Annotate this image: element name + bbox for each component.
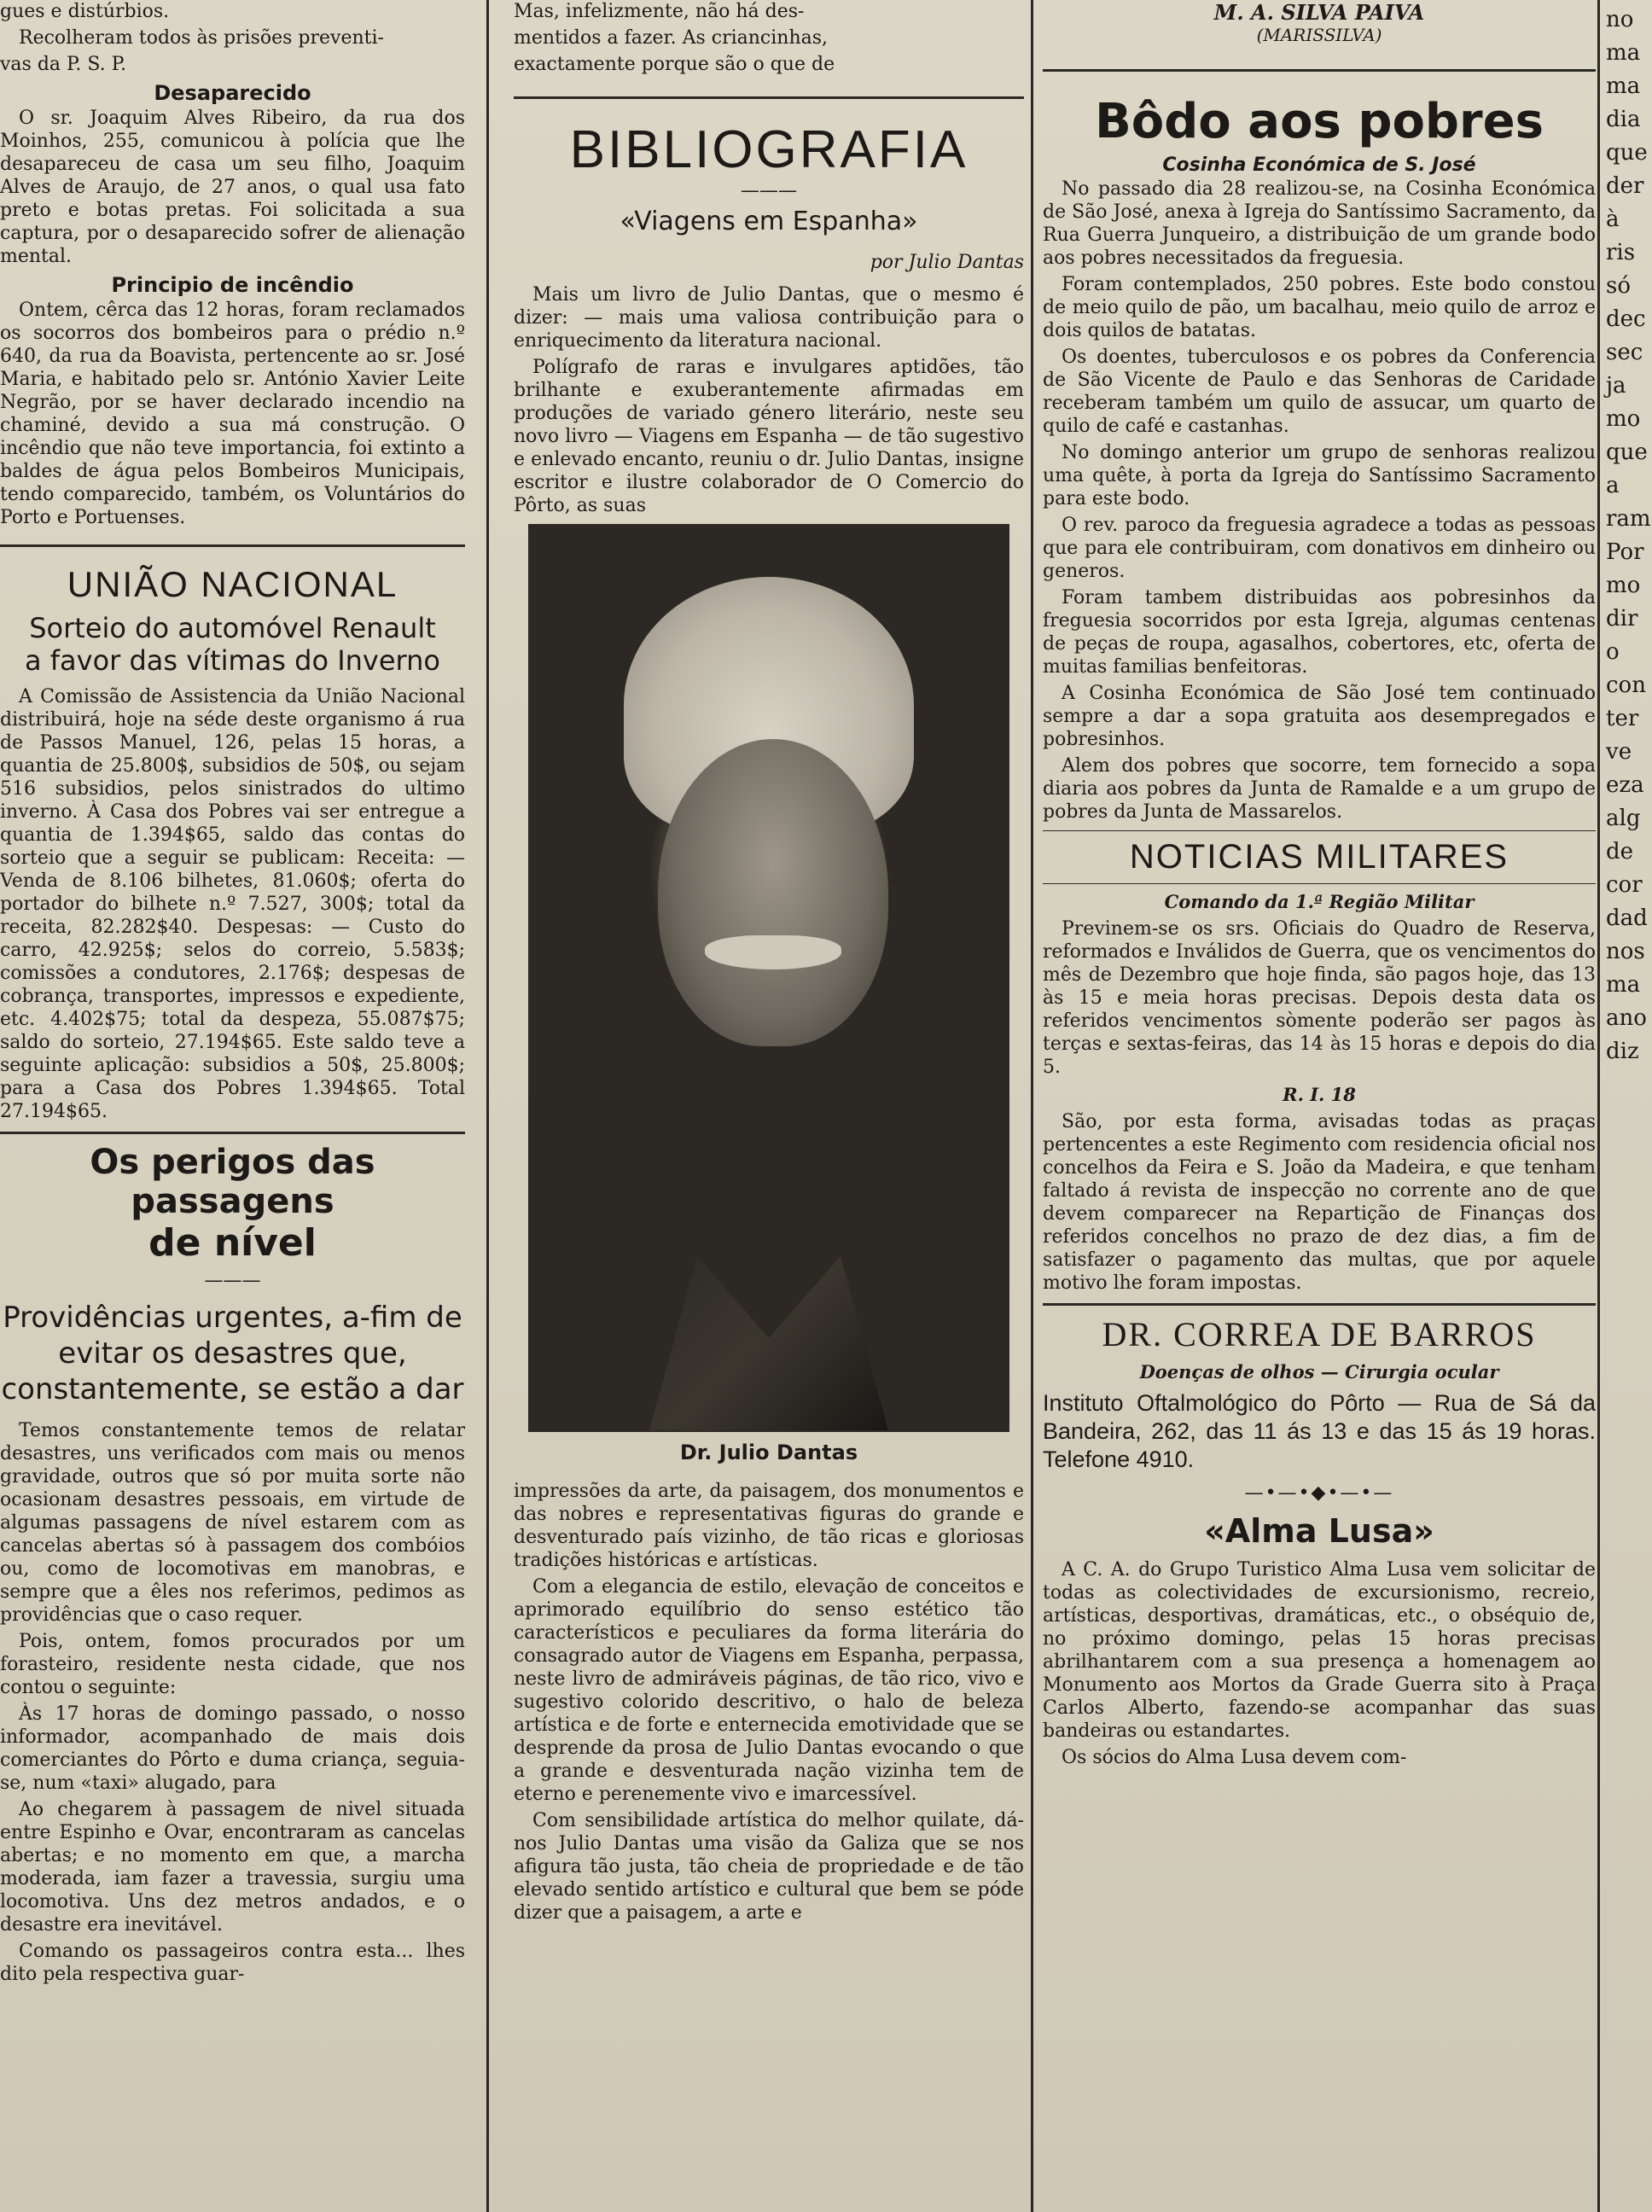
bibliografia-para-3: impressões da arte, da paisagem, dos monumentos e das nobres e representativas figuras do grande e desventurado país vizinho, de tão ricas e gloriosas tradições históricas e artísticas. [514,1481,1024,1571]
alma-lusa-para-1: A C. A. do Grupo Turistico Alma Lusa vem solicitar de todas as colectividades de excursionismo, recreio, artísticas, desportivas, dramáticas, etc., o obséquio de, no próximo domingo, pelas 15 horas precisas abrilhantarem com a sua presença a homenagem ao Monumento aos Mortos da Grade Guerra sito à Praça Carlos Alberto, fazendo-se acompanhar das suas bandeiras ou estandartes. [1043,1559,1596,1742]
perigos-text-1: Temos constantemente temos de relatar desastres, uns verificados com mais ou menos gravidade, outros que só por muita sorte não ocasionam desastres pessoais, em virtude de algumas passagens de nível estarem com as cancelas abertas só à passagem dos combóios ou, como de locomotivas em manobras, e sempre que a êles nos referimos, pedimos as providências que o caso requer. [0,1420,465,1626]
bibliografia-para-1: Mais um livro de Julio Dantas, que o mesmo é dizer: — mais uma valiosa contribuição para o enriquecimento da literatura nacional. [514,284,1024,352]
cropped-fragment: ano [1606,1005,1647,1031]
column-cropped-edge [1601,0,1652,2212]
divider [514,96,1024,99]
column-rule [1031,0,1033,2212]
militares-subheading-1: Comando da 1.ª Região Militar [1164,891,1475,912]
bodo-subheading: Cosinha Económica de S. José [1162,154,1476,176]
divider [1043,830,1596,831]
militares-para-1: Previnem-se os srs. Oficiais do Quadro de Reserva, reformados e Inválidos de Guerra, que os vencimentos do mês de Dezembro que hoje finda, são pagos hoje, das 13 às 15 e meia horas precisas. Depois desta data os referidos vencimentos sòmente poderão ser pagos às terças e sextas-feiras, das 14 às 15 horas e depois do dia 5. [1043,918,1596,1078]
bodo-para-8: Alem dos pobres que socorre, tem fornecido a sopa diaria aos pobres da Junta de Ramalde e a um grupo de pobres da Junta de Massarelos. [1043,755,1596,823]
author-portrait-image [528,524,1009,1432]
bodo-para-4: No domingo anterior um grupo de senhoras realizou uma quête, à porta da Igreja do Santíssimo Sacramento para este bodo. [1043,442,1596,509]
cropped-fragment: alg [1606,806,1641,831]
byline-name: M. A. SILVA PAIVA [1213,0,1425,25]
bodo-para-1: No passado dia 28 realizou-se, na Cosinha Económica de São José, anexa à Igreja do Santíssimo Sacramento, da Rua Guerra Junqueiro, a distribuição de um grande bodo aos pobres necessitados da freguesia. [1043,178,1596,269]
bibliografia-para-5: Com sensibilidade artística do melhor quilate, dá-nos Julio Dantas uma visão da Galiza que se nos afigura tão justa, tão cheia de propriedade e de tão elevado sentido artístico e cultural que bem se póde dizer que a paisagem, a arte e [514,1810,1024,1924]
cropped-fragment: der [1606,173,1644,199]
bodo-para-3: Os doentes, tuberculosos e os pobres da Conferencia de São Vicente de Paulo e das Senhoras de Caridade receberam também um quilo de assucar, um quarto de quilo de café e castanhas. [1043,346,1596,437]
cropped-fragment: de [1606,839,1634,864]
cropped-fragment: só [1606,273,1631,299]
militares-heading: NOTICIAS MILITARES [1129,838,1509,876]
column-rule [1597,0,1600,2212]
bodo-para-2: Foram contemplados, 250 pobres. Este bodo constou de meio quilo de pão, um bacalhau, meio quilo de arroz e dois quilos de batatas. [1043,274,1596,341]
incendio-heading: Principio de incêndio [111,273,354,297]
perigos-ornament: ——— [204,1270,261,1291]
column-left [0,0,474,2212]
top-fragment-1: Mas, infelizmente, não há des- [514,1,805,22]
top-fragment-2: mentidos a fazer. As criancinhas, [514,27,829,49]
cropped-fragment: ma [1606,40,1641,66]
cropped-fragment: ris [1606,240,1636,265]
column-right [1043,0,1596,2212]
heading-ornament: ——— [741,180,797,201]
alma-lusa-para-2: Os sócios do Alma Lusa devem com- [1062,1747,1407,1768]
cropped-fragment: ma [1606,73,1641,99]
top-fragment-2: Recolheram todos às prisões preventi- [19,27,384,49]
uniao-text: A Comissão de Assistencia da União Nacional distribuirá, hoje na séde deste organismo á rua de Passos Manuel, 126, pelas 15 horas, a quantia de 25.800$, subsidios de 50$, ou sejam 516 subsidios, pelos sinistrados do ultimo inverno. À Casa dos Pobres vai ser entregue a quantia de 1.394$65, saldo das contas do sorteio que a seguir se publicam: Receita: — Venda de 8.106 bilhetes, 81.060$; oferta do portador do bilhete n.º 7.527, 300$; total da receita, 82.282$40. Despesas: — Custo do carro, 42.925$; selos do correio, 5.583$; comissões a condutores, 2.176$; despesas de cobrança, transportes, impressos e expediente, etc. 4.402$75; total da despeza, 55.087$75; saldo do sorteio, 27.194$65. Este saldo teve a seguinte aplicação: subsidios a 50$, 25.800$; para a Casa dos Pobres 1.394$65. Total 27.194$65. [0,686,465,1122]
book-title: «Viagens em Espanha» [620,207,918,236]
perigos-text-4: Ao chegarem à passagem de nivel situada entre Espinho e Ovar, encontraram as cancelas abertas; e no momento em que, a marcha moderada, iam fazer a travessia, surgiu uma locomotiva. Uns dez metros andados, e o desastre era inevitável. [0,1799,465,1936]
perigos-text-2: Pois, ontem, fomos procurados por um forasteiro, residente nesta cidade, que nos contou o seguinte: [0,1631,465,1698]
bodo-para-7: A Cosinha Económica de São José tem continuado sempre a dar a sopa gratuita aos desempregados e pobresinhos. [1043,683,1596,750]
column-rule [486,0,489,2212]
top-fragment-1: gues e distúrbios. [0,1,170,22]
portrait-mustache [705,935,841,969]
bodo-heading: Bôdo aos pobres [1095,94,1544,149]
divider [0,1132,465,1134]
cropped-fragment: con [1606,672,1646,698]
bodo-para-5: O rev. paroco da freguesia agradece a todas as pessoas que para ele contribuiram, com donativos em dinheiro ou generos. [1043,515,1596,582]
top-fragment-3: vas da P. S. P. [0,54,126,75]
uniao-subheading-1: Sorteio do automóvel Renault [29,612,436,644]
cropped-fragment: Por [1606,539,1644,565]
uniao-subheading-2: a favor das vítimas do Inverno [24,644,440,677]
portrait-coat [649,1225,888,1430]
top-fragment-3: exactamente porque são o que de [514,54,835,75]
cropped-fragment: sec [1606,340,1643,365]
column-center [514,0,1024,2212]
photo-caption: Dr. Julio Dantas [679,1441,858,1464]
perigos-subheading: Providências urgentes, a-fim de evitar os desastres que, constantemente, se estão a dar [1,1301,464,1406]
cropped-fragment: ram [1606,506,1651,532]
alma-lusa-heading: «Alma Lusa» [1204,1512,1434,1550]
cropped-fragment: mo [1606,406,1641,432]
bibliografia-para-4: Com a elegancia de estilo, elevação de conceitos e aprimorado equilíbrio do senso estético tão característicos e peculiares da forma literária do consagrado autor de Viagens em Espanha, perpassa, neste livro de admiráveis páginas, de tão rico, vivo e sugestivo colorido descritivo, o halo de beleza artística e de forte e enternecida emotividade que se desprende da prosa de Julio Dantas evocando o que a grande e desventurada nação vizinha tem de eterno e perenemente vivo e imarcessível. [514,1576,1024,1805]
divider-ornament: —•—•◆•—•— [1244,1482,1394,1504]
cropped-fragment: no [1606,7,1634,32]
militares-subheading-2: R. I. 18 [1283,1084,1356,1105]
cropped-fragment: ve [1606,739,1632,765]
cropped-fragment: eza [1606,772,1644,798]
uniao-heading: UNIÃO NACIONAL [67,564,398,604]
byline-pen-name: (MARISSILVA) [1256,25,1382,45]
incendio-text: Ontem, cêrca das 12 horas, foram reclamados os socorros dos bombeiros para o prédio n.º 640, da rua da Boavista, pertencente ao sr. José Maria, e habitado pelo sr. António Xavier Leite Negrão, por se haver declarado incendio na chaminé, devido a sua má construção. O incêndio que não teve importancia, foi extinto a baldes de água pelos Bombeiros Municipais, tendo comparecido, também, os Voluntários do Porto e Portuenses. [0,300,465,528]
divider [1043,883,1596,884]
perigos-text-5: Comando os passageiros contra esta... lhes dito pela respectiva guar- [0,1941,465,1985]
cropped-fragment: dia [1606,107,1641,132]
perigos-text-3: Às 17 horas de domingo passado, o nosso informador, acompanhado de mais dois comerciantes do Pôrto e duma criança, seguia-se, num «taxi» alugado, para [0,1703,465,1794]
perigos-heading-2: de nível [148,1221,317,1265]
cropped-fragment: dir [1606,606,1638,632]
divider [0,544,465,547]
cropped-fragment: ma [1606,972,1641,998]
cropped-fragment: cor [1606,872,1643,898]
bibliografia-para-2: Polígrafo de raras e invulgares aptidões, tão brilhante e exuberantemente afirmadas em produções de variado género literário, neste seu novo livro — Viagens em Espanha — de tão sugestivo e enlevado encanto, reuniu o dr. Julio Dantas, insigne escritor e ilustre colaborador de O Comercio do Pôrto, as suas [514,357,1024,516]
cropped-fragment: a [1606,473,1620,498]
book-author: por Julio Dantas [870,252,1024,273]
portrait-face [658,739,888,1046]
militares-para-2: São, por esta forma, avisadas todas as praças pertencentes a este Regimento com residencia oficial nos concelhos da Feira e S. João da Madeira, e que tenham faltado á revista de inspecção no corrente ano de que devem comparecer na Repartição de Finanças dos referidos concelhos no prazo de dez dias, a fim de satisfazer o pagamento das multas, que por aquele motivo lhe foram impostas. [1043,1111,1596,1294]
cropped-fragment: nos [1606,939,1645,964]
desaparecido-text: O sr. Joaquim Alves Ribeiro, da rua dos Moinhos, 255, comunicou à polícia que lhe desapareceu de casa um seu filho, Joaquim Alves de Araujo, de 27 anos, o qual usa fato preto e botas pretas. Foi solicitada a sua captura, por o desaparecido sofrer de alienação mental. [0,108,465,267]
cropped-fragment: o [1606,639,1620,665]
cropped-fragment: ja [1606,373,1626,399]
bodo-para-6: Foram tambem distribuidas aos pobresinhos da freguesia socorridos por esta Igreja, algumas centenas de peças de roupa, agasalhos, cobertores, etc, oferta de muitas familias benfeitoras. [1043,587,1596,678]
cropped-fragment: dec [1606,306,1646,332]
bibliografia-heading: BIBLIOGRAFIA [569,120,969,179]
desaparecido-heading: Desaparecido [154,81,311,105]
cropped-fragment: ter [1606,706,1639,731]
divider [1043,69,1596,72]
cropped-fragment: dad [1606,905,1648,931]
cropped-fragment: mo [1606,573,1641,598]
perigos-heading-1: Os perigos das passagens [90,1143,375,1221]
cropped-fragment: à [1606,207,1620,232]
correa-subheading: Doenças de olhos — Cirurgia ocular [1139,1361,1499,1382]
cropped-fragment: que [1606,140,1648,166]
cropped-fragment: diz [1606,1039,1639,1064]
divider [1043,1303,1596,1306]
correa-text: Instituto Oftalmológico do Pôrto — Rua de Sá da Bandeira, 262, das 11 ás 13 e das 15 ás 19 horas. Telefone 4910. [1043,1390,1596,1472]
correa-heading: DR. CORREA DE BARROS [1102,1315,1537,1353]
cropped-fragment: que [1606,439,1648,465]
